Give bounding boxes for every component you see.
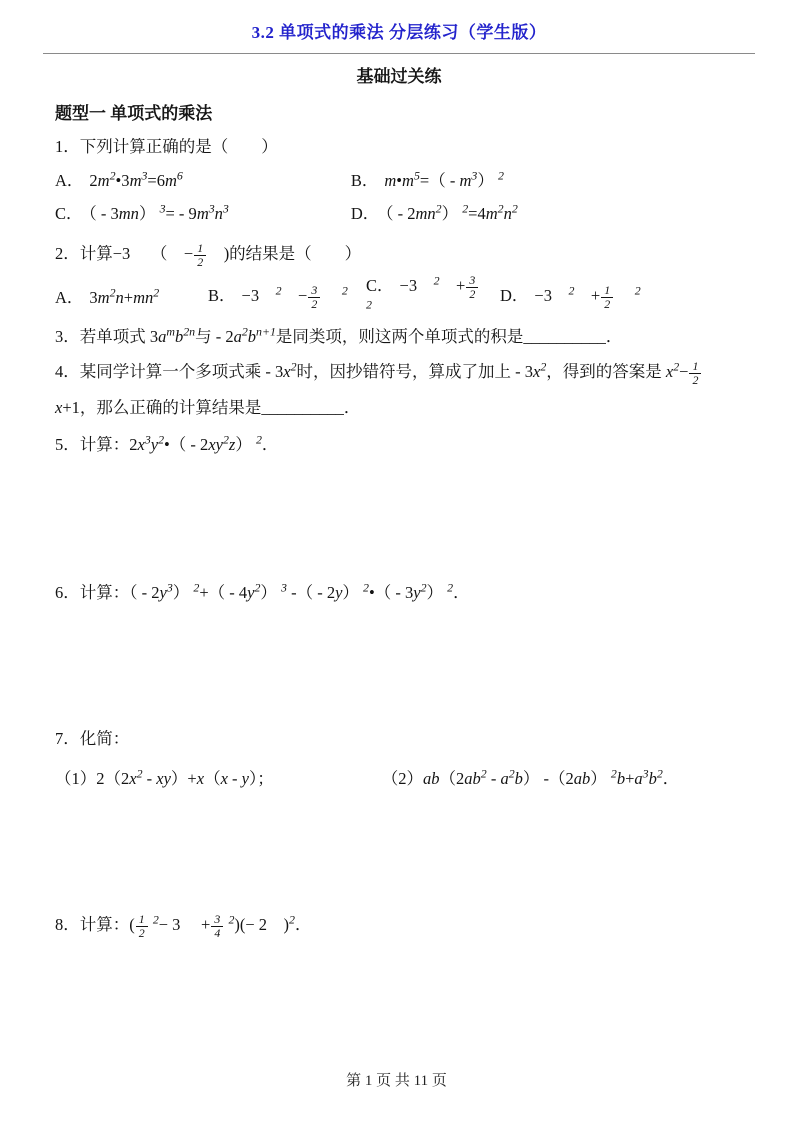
question-3-stem: 3．若单项式 $3a^mb^{2n}$与 - $2a^2b^{n+1}$是同类项，则这两个单项式的积是__________． (55, 324, 623, 346)
page-title: 3.2 单项式的乘法 分层练习（学生版） (251, 23, 547, 42)
option-c (366, 272, 500, 320)
option-a-label: A． (55, 288, 84, 307)
option-b-label: B． (350, 171, 379, 190)
question-2-stem: 2．计算−3 （ − $\frac{1}{2}$ )的结果是（ ） (55, 241, 362, 269)
option-d (500, 282, 641, 310)
option-c-expression: （ - 3mn） $^3= - 9m^3n^3$ (88, 201, 229, 223)
option-c-label: C． (366, 276, 394, 295)
option-a-expression: $2m^2•3m^3=6m^6$ (89, 168, 183, 190)
divider (43, 53, 755, 54)
question-7-part-2: $(2)ab(2ab^2 - a^2b)$ -（2ab） $^2b+a^3b^2$． (381, 766, 680, 788)
option-d-expression: −3 $^2$ + $\frac{1}{2}$ $^2$ (534, 283, 641, 311)
option-c-expression: −3 $^2$ + $\frac{3}{2}$ $^2$ (366, 276, 496, 319)
question-6-stem: 6．计算：（ - $2y^3$） $^2+( - 4y^2)$ $^3$ -（ - 2y） $^2$•（ - $3y^2$） $^2$． (55, 580, 470, 602)
option-d-expression: （ - $2mn^2$） $^2=4m^2n^2$ (385, 201, 518, 223)
option-b-expression: −3 $^2$ − $\frac{3}{2}$ $^2$ (241, 283, 348, 311)
question-2 (55, 234, 743, 316)
question-8-stem: 8．计算：( $\frac{1}{2}$ $^2$− 3 + $\frac{3}{4}$ $^2$)(− 2 )$^2$． (55, 912, 312, 940)
option-d-label: D． (350, 204, 380, 223)
page-number-footer: 第 1 页 共 11 页 (346, 1073, 447, 1089)
question-1 (55, 132, 743, 230)
section-heading: 基础过关练 (356, 67, 442, 86)
topic-heading: 题型一 单项式的乘法 (55, 104, 213, 123)
option-b-label: B． (208, 286, 236, 305)
option-b (208, 282, 366, 310)
question-5-stem: 5．计算：$2x^3y^2•( - 2xy^2z)$ $^2$． (55, 432, 279, 454)
option-a-expression: $3m^2n+mn^2$ (89, 285, 160, 307)
question-7-part-1: $(1)2(2x^2 - xy)+x(x - y)$； (55, 766, 274, 788)
option-b (351, 164, 743, 197)
question-1-options (55, 164, 743, 230)
question-7-stem: 7．化简： (55, 729, 130, 748)
question-4-stem: 4．某同学计算一个多项式乘 - $3x^2$时，因抄错符号，算成了加上 - $3x^2$，得到的答案是 $x^2-$ $\frac{1}{2}$ x+1，那么正确的计算结果是__________． (55, 354, 743, 426)
option-d (351, 197, 743, 230)
option-c (55, 197, 351, 230)
question-7 (55, 724, 743, 794)
option-a (55, 164, 351, 197)
option-d-label: D． (500, 286, 529, 305)
option-b-expression: $m•m^5=( - m^3)$ $^2$ (384, 168, 504, 190)
question-1-stem: 1．下列计算正确的是（ ） (55, 137, 278, 156)
option-a-label: A． (55, 171, 84, 190)
question-7-parts (55, 764, 743, 794)
question-2-options (55, 273, 743, 316)
option-c-label: C． (55, 204, 83, 223)
option-a (55, 284, 208, 308)
